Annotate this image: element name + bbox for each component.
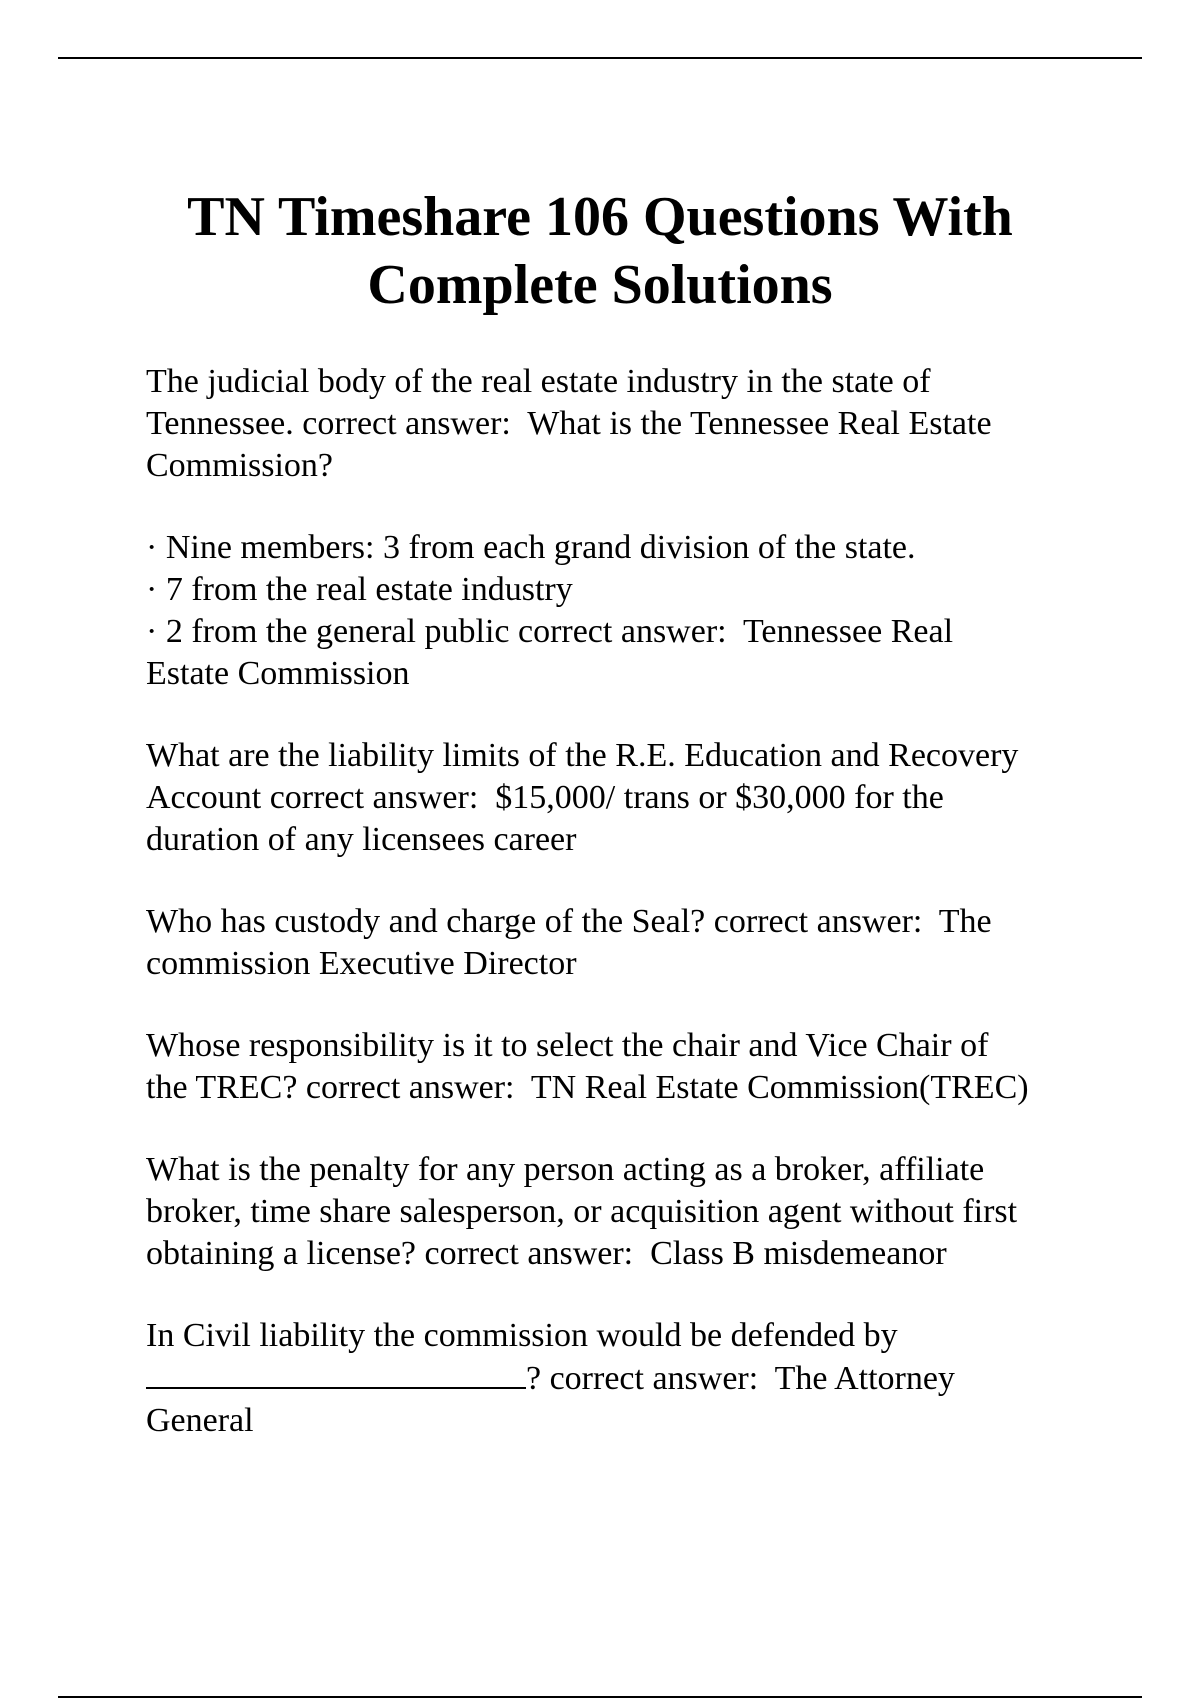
question-text: · 2 from the general public <box>146 613 510 650</box>
qa-item <box>146 1025 1106 1109</box>
answer-text: Class B misdemeanor <box>650 1235 947 1272</box>
question-text: · 7 from the real estate industry <box>146 571 573 608</box>
title-line-2: Complete Solutions <box>367 254 833 316</box>
top-rule <box>58 57 1142 59</box>
answer-marker: correct answer: <box>424 1235 634 1272</box>
qa-item <box>146 1149 1106 1275</box>
question-text: ? <box>526 1360 542 1397</box>
question-text: What are the liability limits of the R.E. Education and Recovery <box>146 737 1019 774</box>
question-text: Whose responsibility is it to select the chair and Vice Chair of <box>146 1027 989 1064</box>
answer-marker: correct answer: <box>517 613 727 650</box>
qa-item <box>146 735 1106 861</box>
answer-text: TN Real Estate Commission(TREC) <box>530 1069 1029 1106</box>
qa-item <box>146 901 1106 985</box>
question-text: In Civil liability the commission would be defended by <box>146 1317 898 1354</box>
question-text: · Nine members: 3 from each grand division of the state. <box>146 529 916 566</box>
question-text: the TREC? <box>146 1069 298 1106</box>
question-text: broker, time share salesperson, or acquisition agent without first <box>146 1193 1018 1230</box>
answer-marker: correct answer: <box>305 1069 515 1106</box>
answer-text: General <box>146 1402 254 1439</box>
answer-text: $15,000/ trans or $30,000 for the <box>495 779 944 816</box>
answer-text: Estate Commission <box>146 655 410 692</box>
answer-text: The <box>938 903 992 940</box>
document-title <box>0 183 1200 319</box>
answer-text: commission Executive Director <box>146 945 577 982</box>
question-text: What is the penalty for any person acting as a broker, affiliate <box>146 1151 985 1188</box>
answer-text: The Attorney <box>774 1360 955 1397</box>
question-text: Account <box>146 779 262 816</box>
title-line-1: TN Timeshare 106 Questions With <box>187 186 1013 248</box>
qa-item <box>146 527 1106 695</box>
fill-in-blank <box>146 1357 526 1389</box>
answer-text: duration of any licensees career <box>146 821 577 858</box>
answer-text: What is the Tennessee Real Estate <box>527 405 992 442</box>
answer-text: Tennessee Real <box>742 613 954 650</box>
answer-marker: correct answer: <box>269 779 479 816</box>
answer-marker: correct answer: <box>549 1360 759 1397</box>
qa-item <box>146 1315 1106 1442</box>
answer-text: Commission? <box>146 447 334 484</box>
answer-marker: correct answer: <box>302 405 511 442</box>
qa-item <box>146 361 1106 487</box>
bottom-rule <box>58 1696 1142 1698</box>
answer-marker: correct answer: <box>713 903 923 940</box>
question-text: The judicial body of the real estate industry in the state of <box>146 363 931 400</box>
question-text: obtaining a license? <box>146 1235 417 1272</box>
question-text: Who has custody and charge of the Seal? <box>146 903 706 940</box>
qa-list <box>146 361 1106 1482</box>
question-text: Tennessee. <box>146 405 294 442</box>
